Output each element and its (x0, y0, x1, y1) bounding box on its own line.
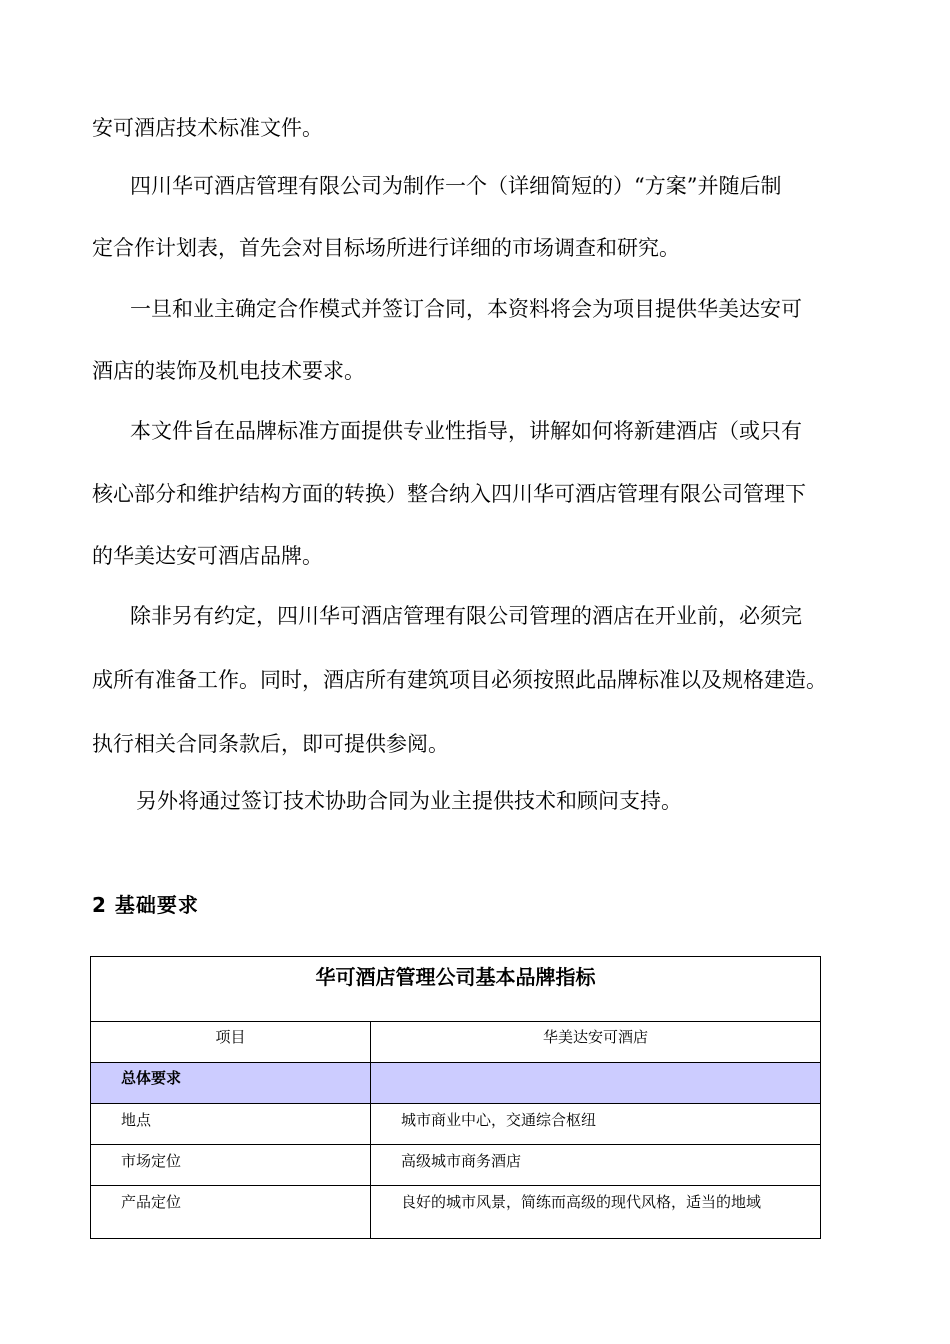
table-row (91, 1145, 820, 1186)
table-row (91, 1104, 820, 1145)
paragraph-line: 本文件旨在品牌标准方面提供专业性指导，讲解如何将新建酒店（或只有 (130, 419, 802, 443)
row-value: 高级城市商务酒店 (401, 1152, 522, 1170)
table-row (91, 1186, 820, 1238)
row-label: 产品定位 (91, 1186, 371, 1238)
table-header-row (91, 1022, 820, 1063)
row-value: 城市商业中心，交通综合枢纽 (401, 1111, 597, 1129)
paragraph-line: 另外将通过签订技术协助合同为业主提供技术和顾问支持。 (136, 789, 682, 813)
table-section-row (91, 1063, 820, 1104)
paragraph-line: 酒店的装饰及机电技术要求。 (92, 359, 365, 383)
column-header-item: 项目 (91, 1022, 371, 1062)
section-label: 总体要求 (91, 1063, 371, 1103)
row-label: 地点 (91, 1104, 371, 1144)
table-title: 华可酒店管理公司基本品牌指标 (91, 957, 820, 1022)
paragraph-line: 一旦和业主确定合作模式并签订合同，本资料将会为项目提供华美达安可 (130, 297, 802, 321)
paragraph-line: 四川华可酒店管理有限公司为制作一个（详细简短的）“方案”并随后制 (130, 174, 782, 198)
section-value-empty (371, 1063, 820, 1103)
column-header-hotel: 华美达安可酒店 (542, 1028, 648, 1046)
row-value: 良好的城市风景，简练而高级的现代风格，适当的地域 (401, 1193, 762, 1211)
paragraph-line: 安可酒店技术标准文件。 (92, 116, 323, 140)
paragraph-line: 成所有准备工作。同时，酒店所有建筑项目必须按照此品牌标准以及规格建造。 (92, 668, 827, 692)
brand-standards-table (90, 956, 821, 1239)
paragraph-line: 执行相关合同条款后，即可提供参阅。 (92, 732, 449, 756)
paragraph-line: 的华美达安可酒店品牌。 (92, 544, 323, 568)
paragraph-line: 定合作计划表，首先会对目标场所进行详细的市场调查和研究。 (92, 236, 680, 260)
paragraph-line: 除非另有约定，四川华可酒店管理有限公司管理的酒店在开业前，必须完 (130, 604, 802, 628)
paragraph-line: 核心部分和维护结构方面的转换）整合纳入四川华可酒店管理有限公司管理下 (92, 482, 806, 506)
row-label: 市场定位 (91, 1145, 371, 1185)
section-heading: 2 基础要求 (92, 893, 199, 917)
